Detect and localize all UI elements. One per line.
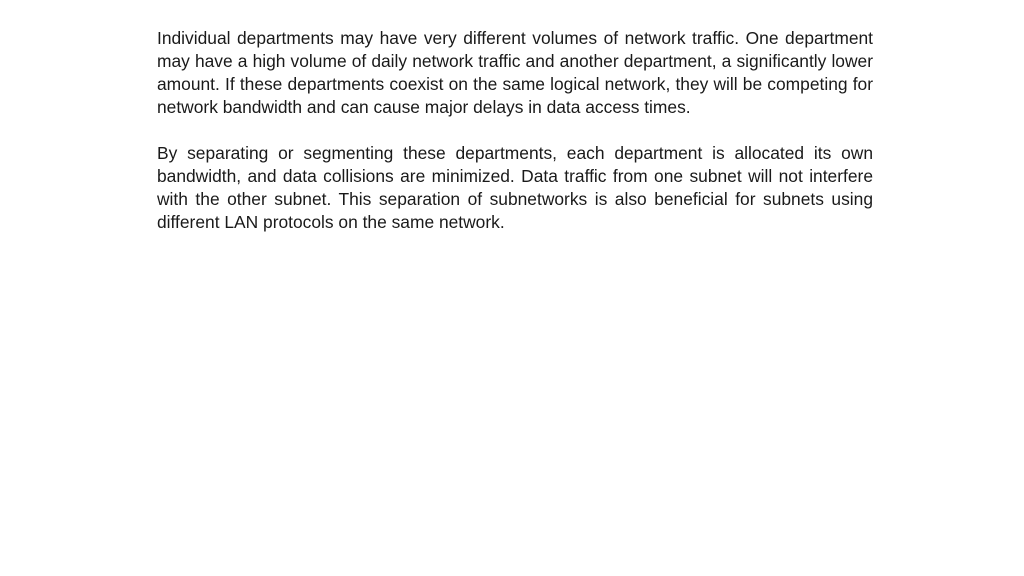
body-text	[157, 27, 873, 257]
paragraph-segmentation: By separating or segmenting these departments, each department is allocated its own bandwidth, and data collisions are minimized. Data traffic from one subnet will not interfere with the other subnet. This separation of subnetworks is also beneficial for subnets using different LAN protocols on the same network.	[157, 143, 873, 232]
paragraph-traffic-volumes: Individual departments may have very different volumes of network traffic. One department may have a high volume of daily network traffic and another department, a significantly lower amount. If these departments coexist on the same logical network, they will be competing for network bandwidth and can cause major delays in data access times.	[157, 28, 873, 117]
